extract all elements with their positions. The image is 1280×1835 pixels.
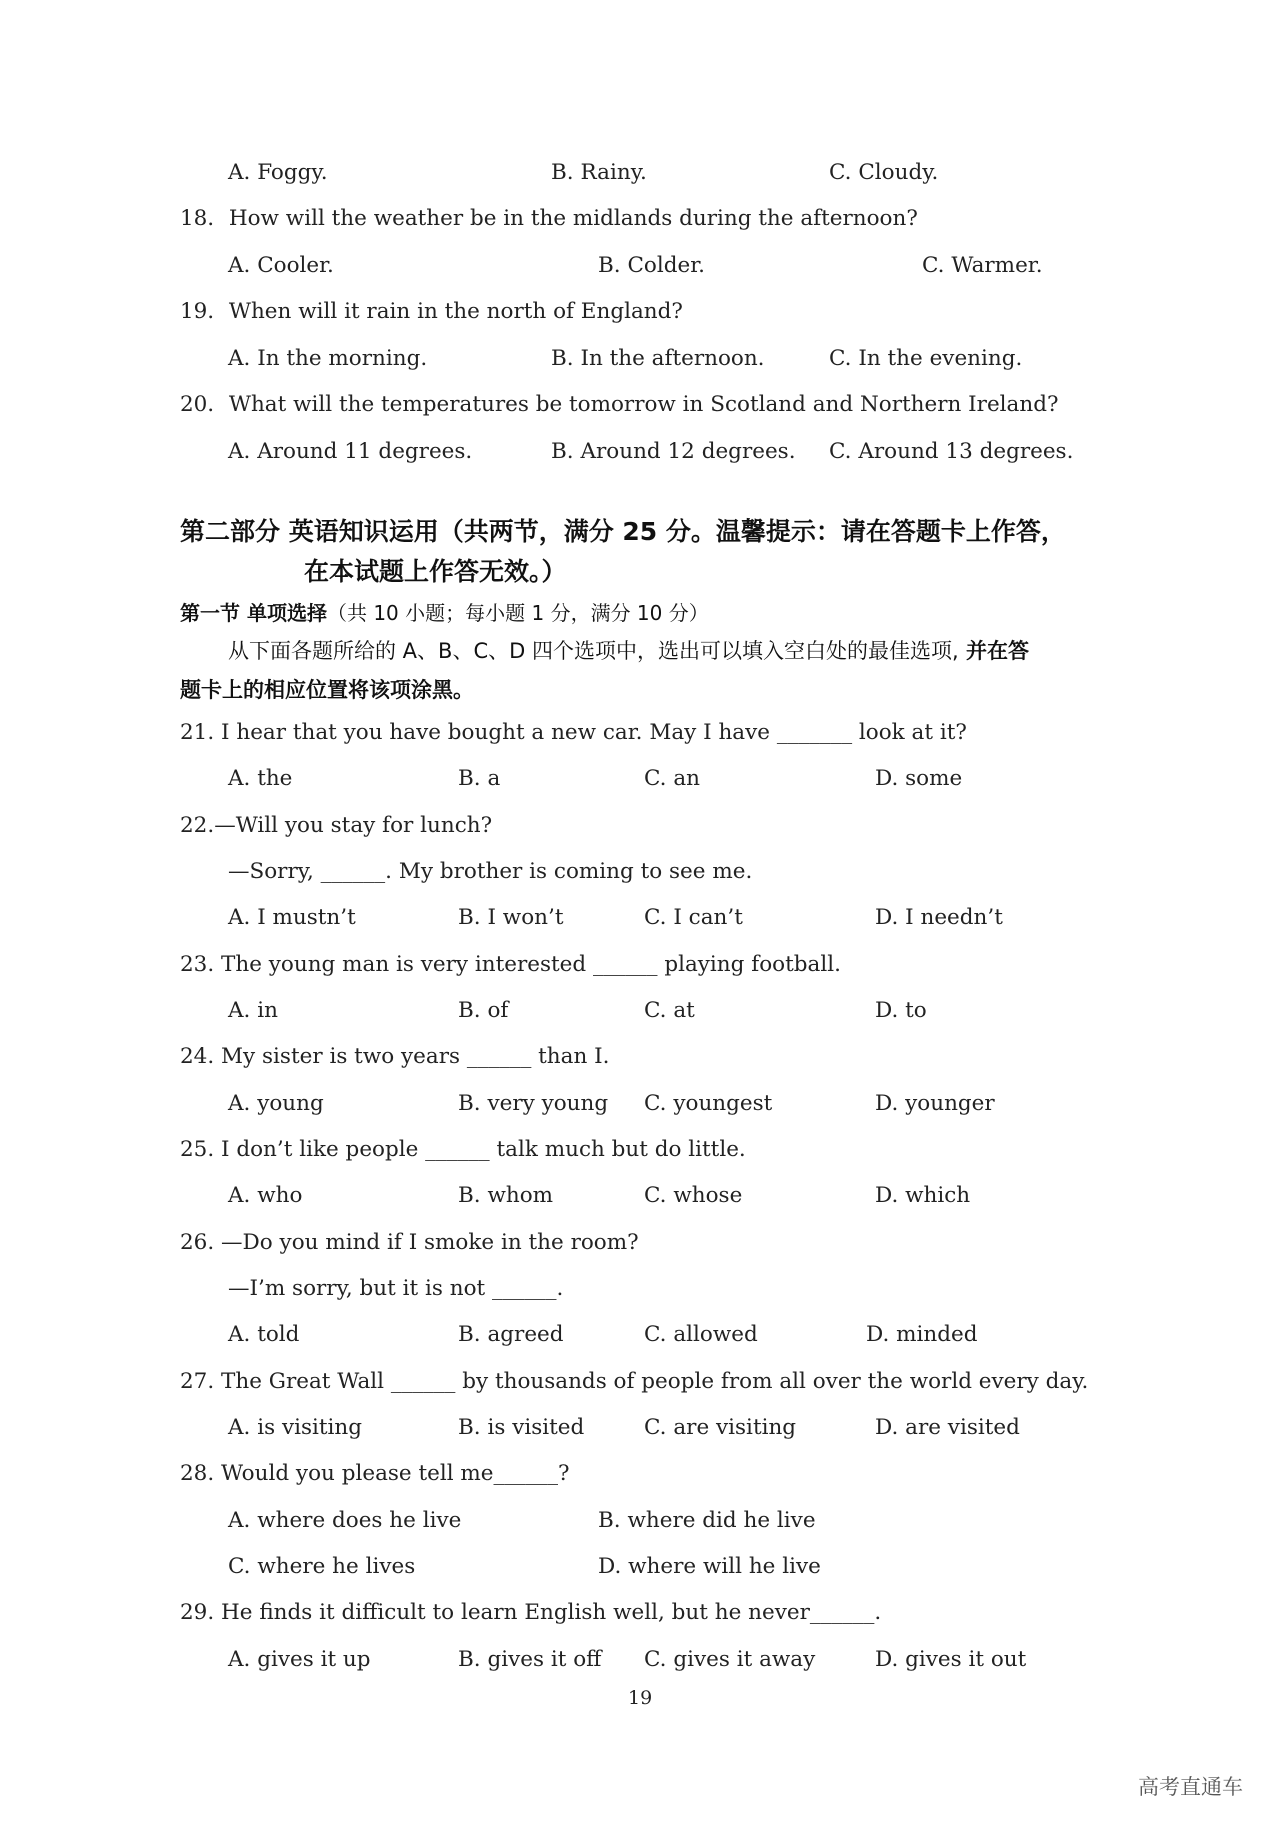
section1-note: （共 10 小题；每小题 1 分，满分 10 分） xyxy=(326,601,709,625)
q29-option-a: A. gives it up xyxy=(228,1647,371,1672)
q19-option-c: C. In the evening. xyxy=(829,346,1023,371)
q17-option-a: A. Foggy. xyxy=(228,160,328,185)
q18-option-a: A. Cooler. xyxy=(228,253,334,278)
q25-option-d: D. which xyxy=(875,1183,971,1208)
q25-stem: 25. I don’t like people ______ talk much but do little. xyxy=(180,1137,746,1162)
q26-stem2: —I’m sorry, but it is not ______. xyxy=(228,1276,564,1301)
q21-stem: 21. I hear that you have bought a new car. May I have _______ look at it? xyxy=(180,720,967,745)
q22-option-c: C. I can’t xyxy=(644,905,743,930)
q19-option-b: B. In the afternoon. xyxy=(551,346,765,371)
q21-option-b: B. a xyxy=(458,766,501,791)
q22-option-a: A. I mustn’t xyxy=(228,905,356,930)
q29-option-d: D. gives it out xyxy=(875,1647,1027,1672)
q27-option-b: B. is visited xyxy=(458,1415,585,1440)
q28-option-c: C. where he lives xyxy=(228,1554,416,1579)
page-number: 19 xyxy=(628,1687,653,1709)
q26-option-d: D. minded xyxy=(866,1322,978,1347)
q26-option-c: C. allowed xyxy=(644,1322,758,1347)
q19-option-a: A. In the morning. xyxy=(228,346,428,371)
section1-title: 第一节 单项选择 xyxy=(180,601,327,625)
part2-heading-line2: 在本试题上作答无效。） xyxy=(304,557,567,586)
q26-stem: 26. —Do you mind if I smoke in the room? xyxy=(180,1230,639,1255)
q23-option-b: B. of xyxy=(458,998,509,1023)
q28-stem: 28. Would you please tell me______? xyxy=(180,1461,570,1486)
q28-option-b: B. where did he live xyxy=(598,1508,816,1533)
watermark: 高考直通车 xyxy=(1138,1775,1243,1799)
q27-option-a: A. is visiting xyxy=(228,1415,362,1440)
q29-option-c: C. gives it away xyxy=(644,1647,816,1672)
q25-option-c: C. whose xyxy=(644,1183,743,1208)
q26-option-a: A. told xyxy=(228,1322,300,1347)
q24-option-d: D. younger xyxy=(875,1091,995,1116)
section1-title-row xyxy=(180,597,709,626)
q21-option-a: A. the xyxy=(228,766,293,791)
q23-option-a: A. in xyxy=(228,998,278,1023)
instruction-bold-text: 并在答 xyxy=(958,639,1029,663)
q29-stem: 29. He finds it difficult to learn English well, but he never______. xyxy=(180,1600,882,1625)
q24-option-b: B. very young xyxy=(458,1091,609,1116)
q18-option-b: B. Colder. xyxy=(598,253,705,278)
q19-stem: 19．When will it rain in the north of England? xyxy=(180,299,683,324)
q28-option-a: A. where does he live xyxy=(228,1508,462,1533)
q21-option-c: C. an xyxy=(644,766,701,791)
q20-option-a: A. Around 11 degrees. xyxy=(228,439,473,464)
q20-stem: 20．What will the temperatures be tomorrow in Scotland and Northern Ireland? xyxy=(180,392,1059,417)
q27-option-c: C. are visiting xyxy=(644,1415,797,1440)
q25-option-b: B. whom xyxy=(458,1183,554,1208)
q18-option-c: C. Warmer. xyxy=(922,253,1043,278)
q22-option-b: B. I won’t xyxy=(458,905,564,930)
q22-stem: 22.—Will you stay for lunch? xyxy=(180,813,493,838)
q24-option-c: C. youngest xyxy=(644,1091,773,1116)
q17-option-b: B. Rainy. xyxy=(551,160,647,185)
part2-heading-line1: 第二部分 英语知识运用（共两节，满分 25 分。温馨提示：请在答题卡上作答， xyxy=(180,517,1066,546)
instruction-text: 从下面各题所给的 A、B、C、D 四个选项中，选出可以填入空白处的最佳选项, xyxy=(228,639,959,663)
q20-option-c: C. Around 13 degrees. xyxy=(829,439,1074,464)
q22-stem2: —Sorry, ______. My brother is coming to see me. xyxy=(228,859,753,884)
q26-option-b: B. agreed xyxy=(458,1322,564,1347)
q25-option-a: A. who xyxy=(228,1183,303,1208)
instruction-line1 xyxy=(228,635,1029,665)
q23-option-d: D. to xyxy=(875,998,927,1023)
q23-stem: 23. The young man is very interested ______ playing football. xyxy=(180,952,841,977)
q21-option-d: D. some xyxy=(875,766,963,791)
q18-stem: 18．How will the weather be in the midlands during the afternoon? xyxy=(180,206,918,231)
q28-option-d: D. where will he live xyxy=(598,1554,821,1579)
q27-option-d: D. are visited xyxy=(875,1415,1020,1440)
instruction-line2: 题卡上的相应位置将该项涂黑。 xyxy=(180,678,474,702)
q24-option-a: A. young xyxy=(228,1091,324,1116)
q23-option-c: C. at xyxy=(644,998,695,1023)
q24-stem: 24. My sister is two years ______ than I. xyxy=(180,1044,610,1069)
q27-stem: 27. The Great Wall ______ by thousands of people from all over the world every day. xyxy=(180,1369,1089,1394)
q17-option-c: C. Cloudy. xyxy=(829,160,939,185)
q20-option-b: B. Around 12 degrees. xyxy=(551,439,796,464)
q29-option-b: B. gives it off xyxy=(458,1647,602,1672)
q22-option-d: D. I needn’t xyxy=(875,905,1003,930)
